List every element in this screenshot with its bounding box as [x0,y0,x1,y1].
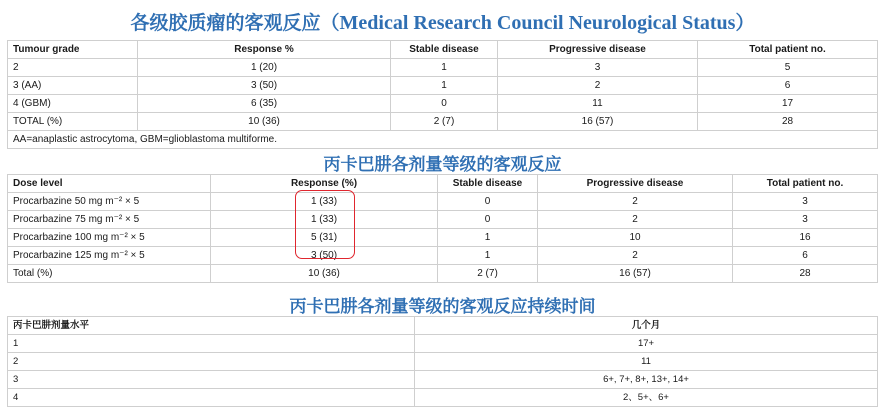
table-cell: 5 [698,59,878,77]
table-cell: 6+, 7+, 8+, 13+, 14+ [415,371,878,389]
table-cell: 0 [391,95,498,113]
table-cell: 1 [391,59,498,77]
table-cell: 11 [415,353,878,371]
table-cell: 28 [698,113,878,131]
table-cell: 10 (36) [211,265,438,283]
table-row [8,77,878,95]
table-cell: 3 [8,371,415,389]
column-header: Response (%) [211,175,438,193]
table-row [8,229,878,247]
table-cell: 1 (33) [211,193,438,211]
table-cell: 2 [538,193,733,211]
table-header-row [8,175,878,193]
table-row [8,59,878,77]
table-row [8,95,878,113]
table-cell: 17+ [415,335,878,353]
table1-title-cn: 各级胶质瘤的客观反应（ [130,12,340,34]
table-cell: 0 [438,211,538,229]
table-cell: 2 [498,77,698,95]
column-header: Dose level [8,175,211,193]
column-header: Total patient no. [733,175,878,193]
response-duration-table [7,316,878,407]
table-row [8,335,878,353]
table-cell: Total (%) [8,265,211,283]
response-highlight-box [295,190,355,259]
table-cell: 6 (35) [138,95,391,113]
table-cell: 0 [438,193,538,211]
column-header: Response % [138,41,391,59]
table-footnote: AA=anaplastic astrocytoma, GBM=glioblastoma multiforme. [8,131,878,149]
table-cell: 16 (57) [498,113,698,131]
table-footnote-row [8,131,878,149]
table-row [8,265,878,283]
table-cell: 10 (36) [138,113,391,131]
table-cell: 1 (20) [138,59,391,77]
table-cell: 1 [438,229,538,247]
table-cell: 4 [8,389,415,407]
table-cell: 17 [698,95,878,113]
table-row [8,193,878,211]
table-cell: 11 [498,95,698,113]
table2-title: 丙卡巴肼各剂量等级的客观反应 [323,155,562,175]
table-cell: 28 [733,265,878,283]
table-cell: 4 (GBM) [8,95,138,113]
table-cell: 6 [698,77,878,95]
table-cell: 5 (31) [211,229,438,247]
table-cell: 2 (7) [438,265,538,283]
table-cell: 2 (7) [391,113,498,131]
table-cell: Procarbazine 50 mg m⁻² × 5 [8,193,211,211]
table-cell: 2、5+、6+ [415,389,878,407]
table-cell: 16 (57) [538,265,733,283]
column-header: Stable disease [438,175,538,193]
table3-title: 丙卡巴肼各剂量等级的客观反应持续时间 [289,297,596,317]
table-cell: 3 (50) [211,247,438,265]
table-row [8,371,878,389]
table-row [8,353,878,371]
table-header-row [8,41,878,59]
table-cell: Procarbazine 100 mg m⁻² × 5 [8,229,211,247]
table-cell: 2 [538,211,733,229]
table-cell: 1 [391,77,498,95]
table-header-row [8,317,878,335]
table-cell: 3 [498,59,698,77]
table-row [8,389,878,407]
table-cell: 3 (50) [138,77,391,95]
column-header: Progressive disease [538,175,733,193]
table-cell: 2 [8,353,415,371]
table-row [8,211,878,229]
table1-title-close: ） [735,12,755,34]
column-header: Stable disease [391,41,498,59]
table-cell: 1 (33) [211,211,438,229]
table-cell: Procarbazine 75 mg m⁻² × 5 [8,211,211,229]
table1-title-en: Medical Research Council Neurological Status [339,12,736,34]
column-header: 几个月 [415,317,878,335]
table-cell: 3 (AA) [8,77,138,95]
table-cell: 2 [8,59,138,77]
table-cell: 6 [733,247,878,265]
dose-level-table [7,174,878,283]
table-cell: 10 [538,229,733,247]
table-cell: 2 [538,247,733,265]
table1-title [0,8,885,35]
table-cell: 16 [733,229,878,247]
table-cell: 3 [733,193,878,211]
table-cell: 1 [438,247,538,265]
table-row [8,247,878,265]
column-header: Total patient no. [698,41,878,59]
tumour-grade-table [7,40,878,149]
table-cell: Procarbazine 125 mg m⁻² × 5 [8,247,211,265]
table-cell: TOTAL (%) [8,113,138,131]
table-cell: 3 [733,211,878,229]
table-row [8,113,878,131]
column-header: 丙卡巴肼剂量水平 [8,317,415,335]
table-cell: 1 [8,335,415,353]
column-header: Tumour grade [8,41,138,59]
column-header: Progressive disease [498,41,698,59]
